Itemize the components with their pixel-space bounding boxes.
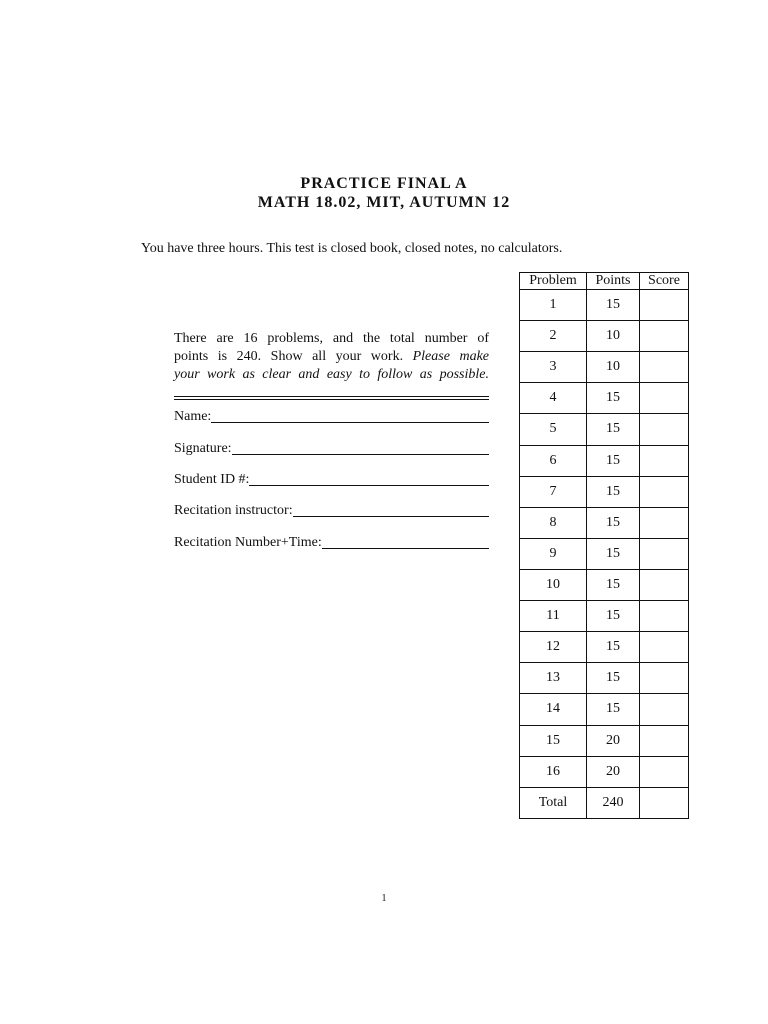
score-cell (640, 290, 689, 321)
score-cell (640, 694, 689, 725)
score-row (520, 756, 689, 787)
points-cell: 10 (587, 352, 640, 383)
problem-number-cell: 13 (520, 663, 587, 694)
score-cell (640, 445, 689, 476)
problem-number-cell: 12 (520, 632, 587, 663)
problem-number-cell: 10 (520, 569, 587, 600)
name-label: Name: (174, 409, 212, 424)
score-table-header (520, 273, 689, 290)
signature-label: Signature: (174, 441, 232, 456)
score-table-header-row (520, 273, 689, 290)
header-problem: Problem (520, 273, 587, 290)
problem-number-cell: 1 (520, 290, 587, 321)
score-cell (640, 352, 689, 383)
score-row (520, 321, 689, 352)
total-row (520, 787, 689, 818)
recitation-number-time-label: Recitation Number+Time: (174, 535, 322, 550)
score-cell (640, 414, 689, 445)
signature-blank-line (232, 440, 489, 455)
points-cell: 15 (587, 601, 640, 632)
score-cell (640, 538, 689, 569)
score-table (519, 272, 689, 819)
points-cell: 15 (587, 663, 640, 694)
score-row (520, 476, 689, 507)
student-id-label: Student ID #: (174, 472, 250, 487)
points-cell: 15 (587, 476, 640, 507)
problem-number-cell: 6 (520, 445, 587, 476)
score-cell (640, 476, 689, 507)
score-cell (640, 756, 689, 787)
problem-number-cell: 8 (520, 507, 587, 538)
score-row (520, 383, 689, 414)
points-cell: 15 (587, 290, 640, 321)
points-cell: 15 (587, 569, 640, 600)
score-cell (640, 725, 689, 756)
score-cell (640, 601, 689, 632)
score-row (520, 601, 689, 632)
total-points-cell: 240 (587, 787, 640, 818)
score-row (520, 445, 689, 476)
points-cell: 20 (587, 756, 640, 787)
name-field (174, 408, 489, 426)
recitation-instructor-field (174, 502, 489, 520)
points-cell: 15 (587, 694, 640, 725)
points-cell: 15 (587, 383, 640, 414)
instructions-emphasis: your work as clear and easy to follow as possible. (174, 367, 489, 382)
score-row (520, 538, 689, 569)
problem-number-cell: 9 (520, 538, 587, 569)
instructions-text: points is 240. Show all your work. (174, 349, 404, 364)
score-row (520, 694, 689, 725)
points-cell: 15 (587, 538, 640, 569)
score-row (520, 663, 689, 694)
header-points: Points (587, 273, 640, 290)
student-id-blank-line (249, 471, 489, 486)
signature-field (174, 440, 489, 458)
points-cell: 15 (587, 507, 640, 538)
name-blank-line (211, 408, 489, 423)
score-cell (640, 569, 689, 600)
page-number: 1 (381, 893, 387, 904)
score-row (520, 352, 689, 383)
score-cell (640, 663, 689, 694)
total-score-cell (640, 787, 689, 818)
problem-number-cell: 11 (520, 601, 587, 632)
exam-intro-text: You have three hours. This test is closed book, closed notes, no calculators. (141, 241, 563, 256)
score-cell (640, 507, 689, 538)
recitation-number-time-blank-line (322, 534, 489, 549)
score-row (520, 632, 689, 663)
problem-number-cell: 16 (520, 756, 587, 787)
score-row (520, 290, 689, 321)
problem-number-cell: 15 (520, 725, 587, 756)
double-rule-divider (174, 396, 489, 400)
problem-number-cell: 5 (520, 414, 587, 445)
points-cell: 15 (587, 445, 640, 476)
points-cell: 10 (587, 321, 640, 352)
recitation-instructor-label: Recitation instructor: (174, 503, 293, 518)
points-cell: 15 (587, 632, 640, 663)
score-cell (640, 632, 689, 663)
problem-number-cell: 3 (520, 352, 587, 383)
recitation-instructor-blank-line (293, 502, 489, 517)
score-row (520, 569, 689, 600)
recitation-number-time-field (174, 534, 489, 552)
instructions-line (174, 366, 489, 384)
problem-number-cell: 2 (520, 321, 587, 352)
score-row (520, 414, 689, 445)
course-heading: MATH 18.02, MIT, AUTUMN 12 (257, 194, 511, 211)
score-table-body (520, 290, 689, 788)
instructions-line (174, 348, 489, 366)
problem-number-cell: 4 (520, 383, 587, 414)
points-cell: 15 (587, 414, 640, 445)
instructions-line (174, 330, 489, 348)
instructions-emphasis: Please make (412, 349, 489, 364)
score-row (520, 725, 689, 756)
problem-number-cell: 14 (520, 694, 587, 725)
total-label-cell: Total (520, 787, 587, 818)
instructions-text: There are 16 problems, and the total number of (174, 331, 489, 346)
problem-number-cell: 7 (520, 476, 587, 507)
exam-title: PRACTICE FINAL A (300, 175, 468, 192)
score-cell (640, 383, 689, 414)
points-cell: 20 (587, 725, 640, 756)
student-id-field (174, 471, 489, 489)
score-row (520, 507, 689, 538)
score-table-total (520, 787, 689, 818)
score-cell (640, 321, 689, 352)
header-score: Score (640, 273, 689, 290)
